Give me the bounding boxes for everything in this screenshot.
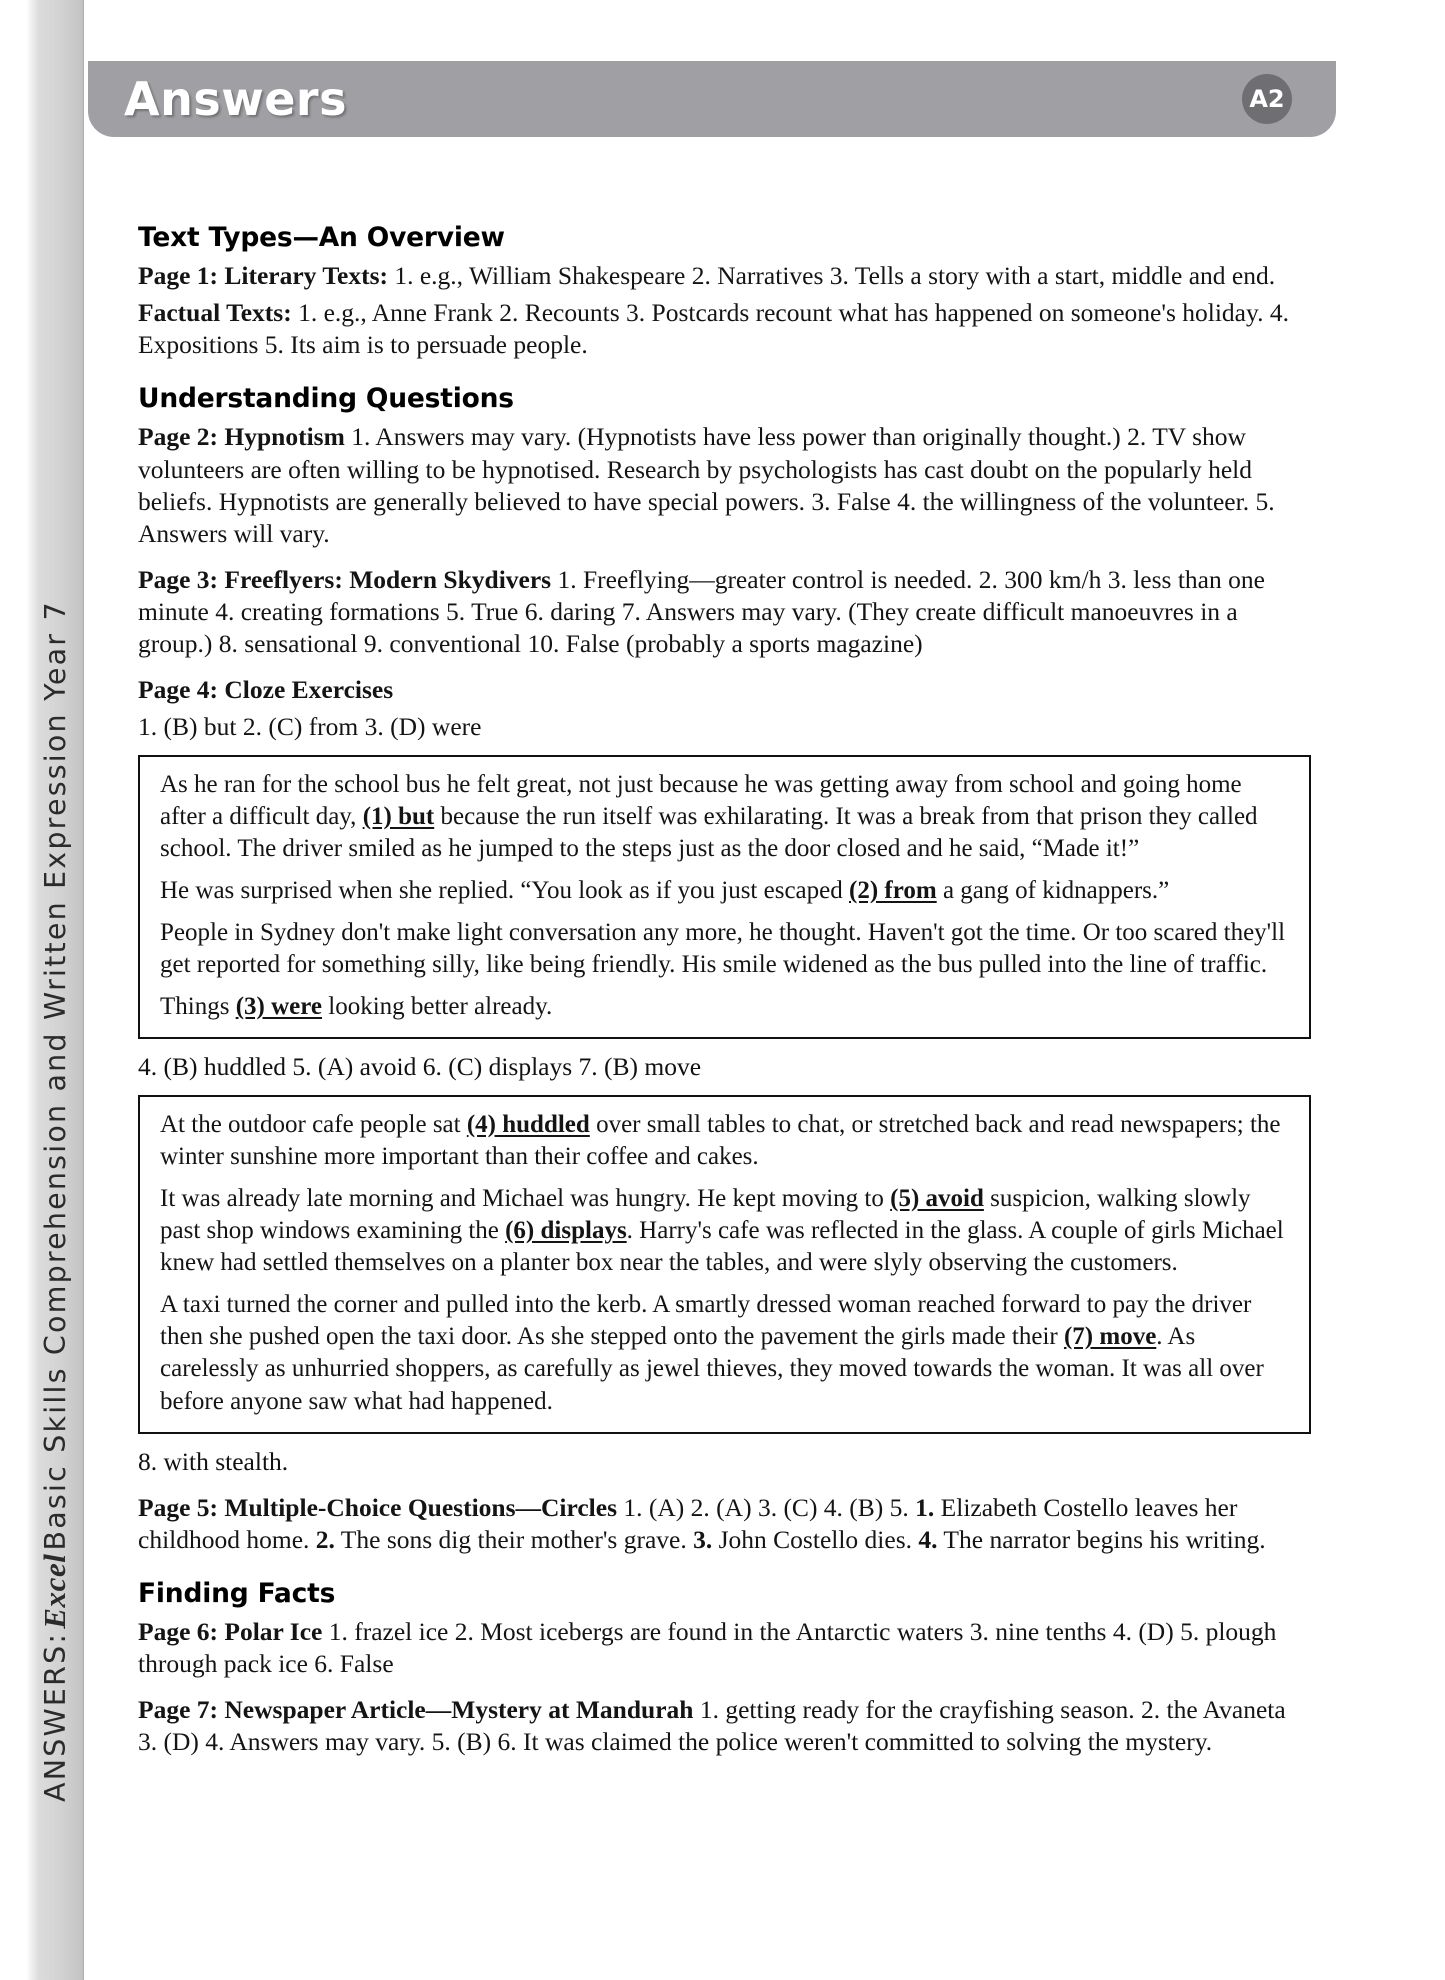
entry-body: 1. e.g., Anne Frank 2. Recounts 3. Postcards recount what has happened on someone's holiday. 4. Expositions 5. Its aim is to persuade people. <box>138 298 1289 360</box>
answer-entry-factual-texts <box>138 297 1311 361</box>
answer-entry-multiple-choice <box>138 1492 1311 1556</box>
answer-entry-literary-texts <box>138 260 1311 292</box>
passage-text: Things <box>160 993 236 1021</box>
heading-finding-facts: Finding Facts <box>138 1578 336 1609</box>
passage-text: A taxi turned the corner and pulled into the kerb. A smartly dressed woman reached forward to pay the driver then she pushed open the taxi door. As she stepped onto the pavement the girls made their <box>160 1291 1252 1351</box>
cloze-blank-4 <box>467 1111 590 1138</box>
cloze-paragraph <box>160 1183 1291 1279</box>
mcq-item-text: The narrator begins his writing. <box>937 1524 1266 1554</box>
entry-body: 1. Freeflying—greater control is needed. 2. 300 km/h 3. less than one minute 4. creating formations 5. True 6. daring 7. Answers may vary. (They create difficult manoeuvres in a group.) 8. sensational 9. conventional 10. False (probably a sports magazine) <box>138 564 1265 659</box>
entry-label: Page 6: Polar Ice <box>138 1617 323 1646</box>
passage-text: looking better already. <box>322 993 553 1021</box>
entry-body: 1. getting ready for the crayfishing season. 2. the Avaneta 3. (D) 4. Answers may vary. 5. (B) 6. It was claimed the police weren't committed to solving the mystery. <box>138 1695 1286 1757</box>
cloze-blank-answer: (2) from <box>849 876 937 904</box>
cloze-passage-box-1 <box>138 755 1311 1040</box>
answer-entry-cloze-exercises <box>138 674 1311 706</box>
entry-label: Page 7: Newspaper Article—Mystery at Mandurah <box>138 1695 694 1725</box>
cloze-paragraph <box>160 1109 1291 1173</box>
passage-text: because the run itself was exhilarating. It was a break from that prison they called school. The driver smiled as he jumped to the steps just as the door closed and he said, “Made it!” <box>160 802 1258 862</box>
entry-body: 1. frazel ice 2. Most icebergs are found in the Antarctic waters 3. nine tenths 4. (D) 5. plough through pack ice 6. False <box>138 1617 1277 1679</box>
passage-text: suspicion, walking slowly past shop windows examining the <box>160 1184 1251 1244</box>
cloze-passage-box-2 <box>138 1095 1311 1434</box>
mcq-item-text: John Costello dies. <box>712 1524 919 1554</box>
cloze-answers-line-1: 1. (B) but 2. (C) from 3. (D) were <box>138 712 482 742</box>
mcq-item-number: 2. <box>315 1524 335 1554</box>
cloze-paragraph <box>160 769 1291 865</box>
cloze-paragraph <box>160 1289 1291 1418</box>
sidebar-title-suffix: Basic Skills Comprehension and Written Expression Year 7 <box>38 600 72 1551</box>
cloze-paragraph <box>160 875 1291 907</box>
entry-label: Page 4: Cloze Exercises <box>138 675 394 705</box>
answers-content <box>138 222 1311 1764</box>
cloze-blank-5 <box>890 1185 984 1212</box>
entry-body: 1. Answers may vary. (Hypnotists have less power than originally thought.) 2. TV show volunteers are often willing to be hypnotised. Research by psychologists has cast doubt on the popularly held beliefs. Hypnotists are generally believed to have special powers. 3. False 4. the willingness of the volunteer. 5. Answers will vary. <box>138 422 1275 548</box>
cloze-blank-answer: (6) displays <box>505 1216 627 1244</box>
entry-label: Page 1: Literary Texts: <box>138 261 388 290</box>
mcq-item-text: Elizabeth Costello leaves her childhood home. <box>138 1492 1238 1554</box>
cloze-paragraph: People in Sydney don't make light conversation any more, he thought. Haven't got the time. Or too scared they'll get reported for something silly, like being friendly. His smile widened as the bus pulled into the line of traffic. <box>160 919 1286 979</box>
mcq-item-text: The sons dig their mother's grave. <box>334 1524 694 1554</box>
answers-header-banner <box>88 61 1336 137</box>
passage-text: over small tables to chat, or stretched back and read newspapers; the winter sunshine more important than their coffee and cakes. <box>160 1110 1281 1170</box>
entry-label: Page 3: Freeflyers: Modern Skydivers <box>138 564 552 594</box>
passage-text: As he ran for the school bus he felt great, not just because he was getting away from school and going home after a difficult day, <box>160 770 1242 830</box>
answer-entry-hypnotism <box>138 421 1311 550</box>
cloze-blank-answer: (4) huddled <box>466 1110 590 1138</box>
sidebar-brand-excel: Excel <box>37 1553 72 1629</box>
entry-label: Factual Texts: <box>138 298 292 328</box>
mcq-item-number: 4. <box>918 1524 938 1554</box>
answer-entry-newspaper-article <box>138 1694 1311 1758</box>
answer-entry-freeflyers <box>138 564 1311 660</box>
passage-text: . As carelessly as unhurried shoppers, as carefully as jewel thieves, they moved towards the woman. It was all over before anyone saw what had happened. <box>160 1323 1264 1415</box>
passage-text: At the outdoor cafe people sat <box>160 1110 467 1138</box>
cloze-blank-6 <box>505 1217 627 1244</box>
passage-text: . Harry's cafe was reflected in the glass. A couple of girls Michael knew had settled themselves on a planter box near the tables, and were slyly observing the customers. <box>160 1216 1284 1276</box>
page-title: Answers <box>124 72 347 126</box>
cloze-answers-line-3: 8. with stealth. <box>138 1446 289 1476</box>
entry-label: Page 2: Hypnotism <box>138 422 345 452</box>
sidebar-book-title <box>26 0 84 1980</box>
sidebar-answers-prefix: ANSWERS: <box>38 1631 72 1802</box>
heading-text-types: Text Types—An Overview <box>138 222 505 253</box>
passage-text: He was surprised when she replied. “You look as if you just escaped <box>160 876 849 904</box>
cloze-blank-2 <box>849 877 937 904</box>
cloze-paragraph <box>160 991 1291 1023</box>
entry-body: 1. e.g., William Shakespeare 2. Narratives 3. Tells a story with a start, middle and end. <box>387 261 1276 290</box>
passage-text: It was already late morning and Michael was hungry. He kept moving to <box>160 1184 891 1212</box>
entry-label: Page 5: Multiple-Choice Questions—Circles <box>138 1492 618 1522</box>
status-badge: A2 <box>1242 74 1292 124</box>
mcq-item-number: 3. <box>693 1524 713 1554</box>
cloze-blank-answer: (7) move <box>1063 1323 1157 1351</box>
cloze-answers-line-2: 4. (B) huddled 5. (A) avoid 6. (C) displays 7. (B) move <box>138 1052 702 1082</box>
cloze-blank-answer: (3) were <box>235 993 322 1021</box>
answer-entry-polar-ice <box>138 1616 1311 1680</box>
cloze-blank-answer: (1) but <box>362 802 435 830</box>
cloze-blank-7 <box>1064 1323 1156 1350</box>
passage-text: a gang of kidnappers.” <box>936 876 1170 904</box>
cloze-blank-3 <box>236 993 322 1020</box>
heading-understanding-questions: Understanding Questions <box>138 383 514 415</box>
cloze-blank-1 <box>363 803 435 830</box>
entry-body: 1. (A) 2. (A) 3. (C) 4. (B) 5. <box>617 1492 916 1522</box>
mcq-item-number: 1. <box>915 1492 935 1522</box>
cloze-blank-answer: (5) avoid <box>890 1184 984 1212</box>
